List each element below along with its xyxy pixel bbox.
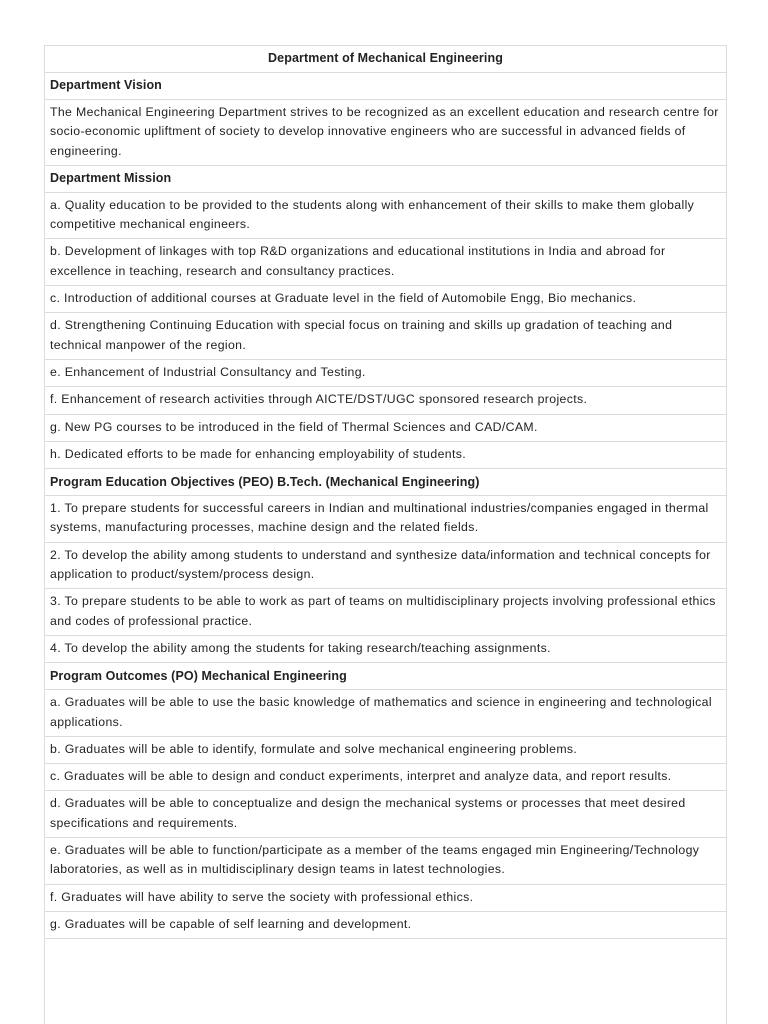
mission-heading: Department Mission bbox=[45, 165, 726, 192]
table-row bbox=[45, 414, 726, 441]
table-row bbox=[45, 441, 726, 468]
vision-heading: Department Vision bbox=[45, 73, 726, 100]
table-row bbox=[45, 239, 726, 286]
table-row bbox=[45, 838, 726, 885]
table-row bbox=[45, 286, 726, 313]
section-heading-row bbox=[45, 469, 726, 496]
po-item: e. Graduates will be able to function/participate as a member of the teams engaged min Engineering/Technology laboratories, as well as in multidisciplinary design teams in latest technologies. bbox=[45, 838, 726, 885]
table-row bbox=[45, 496, 726, 543]
table-row bbox=[45, 359, 726, 386]
po-item: g. Graduates will be capable of self learning and development. bbox=[45, 911, 726, 938]
mission-item: f. Enhancement of research activities through AICTE/DST/UGC sponsored research projects. bbox=[45, 387, 726, 414]
table-row bbox=[45, 100, 726, 166]
title-row bbox=[45, 46, 726, 73]
table-row bbox=[45, 736, 726, 763]
po-heading: Program Outcomes (PO) Mechanical Engineering bbox=[45, 663, 726, 690]
section-heading-row bbox=[45, 73, 726, 100]
po-item: d. Graduates will be able to conceptualize and design the mechanical systems or processes that meet desired specifications and requirements. bbox=[45, 791, 726, 838]
table-row bbox=[45, 313, 726, 360]
po-item: f. Graduates will have ability to serve the society with professional ethics. bbox=[45, 884, 726, 911]
mission-item: h. Dedicated efforts to be made for enhancing employability of students. bbox=[45, 441, 726, 468]
department-table bbox=[45, 45, 726, 939]
mission-item: c. Introduction of additional courses at Graduate level in the field of Automobile Engg, Bio mechanics. bbox=[45, 286, 726, 313]
mission-item: e. Enhancement of Industrial Consultancy and Testing. bbox=[45, 359, 726, 386]
table-row bbox=[45, 589, 726, 636]
document-title: Department of Mechanical Engineering bbox=[45, 46, 726, 73]
mission-item: d. Strengthening Continuing Education with special focus on training and skills up gradation of teaching and technical manpower of the region. bbox=[45, 313, 726, 360]
section-heading-row bbox=[45, 165, 726, 192]
peo-heading: Program Education Objectives (PEO) B.Tech. (Mechanical Engineering) bbox=[45, 469, 726, 496]
peo-item: 1. To prepare students for successful careers in Indian and multinational industries/companies engaged in thermal systems, manufacturing processes, machine design and the related fields. bbox=[45, 496, 726, 543]
table-row bbox=[45, 387, 726, 414]
peo-item: 2. To develop the ability among students to understand and synthesize data/information and technical concepts for application to product/system/process design. bbox=[45, 542, 726, 589]
table-row bbox=[45, 911, 726, 938]
mission-item: a. Quality education to be provided to the students along with enhancement of their skills to make them globally competitive mechanical engineers. bbox=[45, 192, 726, 239]
mission-item: g. New PG courses to be introduced in the field of Thermal Sciences and CAD/CAM. bbox=[45, 414, 726, 441]
table-row bbox=[45, 192, 726, 239]
po-item: b. Graduates will be able to identify, formulate and solve mechanical engineering problems. bbox=[45, 736, 726, 763]
table-row bbox=[45, 690, 726, 737]
peo-item: 4. To develop the ability among the students for taking research/teaching assignments. bbox=[45, 635, 726, 662]
peo-item: 3. To prepare students to be able to work as part of teams on multidisciplinary projects involving professional ethics and codes of professional practice. bbox=[45, 589, 726, 636]
table-row bbox=[45, 884, 726, 911]
table-row bbox=[45, 764, 726, 791]
document-page bbox=[44, 45, 727, 1024]
po-item: a. Graduates will be able to use the basic knowledge of mathematics and science in engineering and technological applications. bbox=[45, 690, 726, 737]
table-row bbox=[45, 635, 726, 662]
po-item: c. Graduates will be able to design and conduct experiments, interpret and analyze data, and report results. bbox=[45, 764, 726, 791]
table-row bbox=[45, 791, 726, 838]
mission-item: b. Development of linkages with top R&D organizations and educational institutions in India and abroad for excellence in teaching, research and consultancy practices. bbox=[45, 239, 726, 286]
vision-text: The Mechanical Engineering Department strives to be recognized as an excellent education and research centre for socio-economic upliftment of society to develop innovative engineers who are successful in advanced fields of engineering. bbox=[45, 100, 726, 166]
table-row bbox=[45, 542, 726, 589]
section-heading-row bbox=[45, 663, 726, 690]
